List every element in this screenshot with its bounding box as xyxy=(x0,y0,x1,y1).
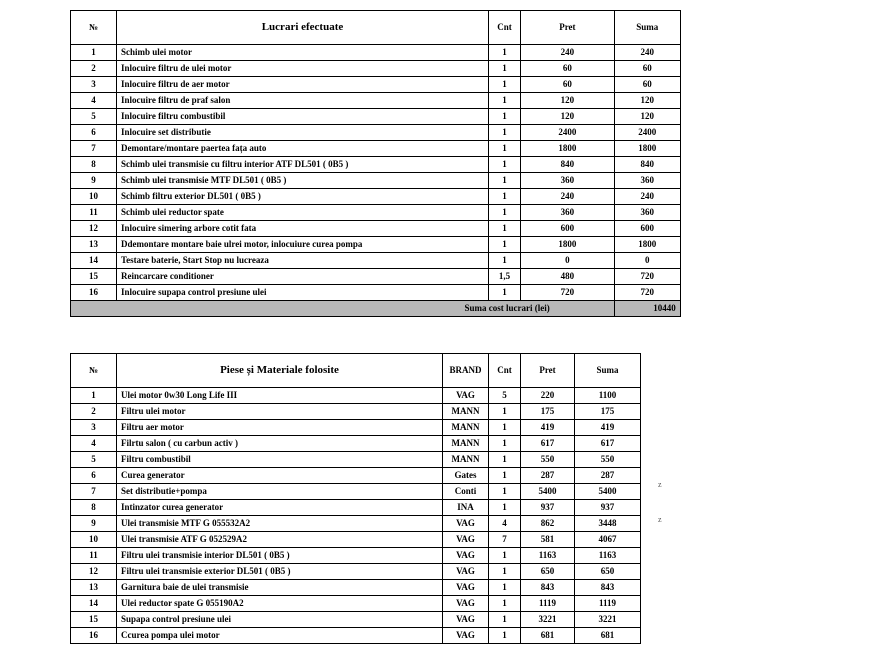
cell-sum: 240 xyxy=(614,189,680,205)
table-row xyxy=(71,564,641,580)
cell-price: 2400 xyxy=(521,125,615,141)
works-total-row xyxy=(71,301,681,317)
cell-desc: Reincarcare conditioner xyxy=(117,269,489,285)
table-row xyxy=(71,516,641,532)
cell-sum: 843 xyxy=(575,580,641,596)
cell-desc: Set distributie+pompa xyxy=(117,484,443,500)
table-row xyxy=(71,237,681,253)
works-total-filler xyxy=(71,301,521,317)
cell-qty: 4 xyxy=(489,516,521,532)
cell-brand: Gates xyxy=(443,468,489,484)
cell-desc: Filtru combustibil xyxy=(117,452,443,468)
cell-qty: 1 xyxy=(489,285,521,301)
cell-qty: 1 xyxy=(489,77,521,93)
cell-sum: 2400 xyxy=(614,125,680,141)
table-row xyxy=(71,189,681,205)
parts-header-nr: № xyxy=(71,354,117,388)
cell-sum: 60 xyxy=(614,61,680,77)
cell-nr: 6 xyxy=(71,468,117,484)
cell-price: 617 xyxy=(521,436,575,452)
works-header-sum: Suma xyxy=(614,11,680,45)
cell-price: 360 xyxy=(521,173,615,189)
cell-price: 120 xyxy=(521,93,615,109)
cell-nr: 9 xyxy=(71,516,117,532)
cell-nr: 13 xyxy=(71,237,117,253)
cell-qty: 1,5 xyxy=(489,269,521,285)
cell-nr: 15 xyxy=(71,269,117,285)
cell-qty: 1 xyxy=(489,157,521,173)
cell-brand: VAG xyxy=(443,596,489,612)
cell-brand: VAG xyxy=(443,388,489,404)
cell-price: 720 xyxy=(521,285,615,301)
table-row xyxy=(71,596,641,612)
cell-sum: 1100 xyxy=(575,388,641,404)
cell-desc: Ddemontare montare baie ulrei motor, inlocuiure curea pompa xyxy=(117,237,489,253)
cell-qty: 5 xyxy=(489,388,521,404)
cell-sum: 1163 xyxy=(575,548,641,564)
cell-sum: 287 xyxy=(575,468,641,484)
cell-qty: 1 xyxy=(489,141,521,157)
cell-nr: 11 xyxy=(71,548,117,564)
table-row xyxy=(71,253,681,269)
cell-sum: 175 xyxy=(575,404,641,420)
table-row xyxy=(71,388,641,404)
cell-sum: 5400 xyxy=(575,484,641,500)
cell-sum: 1800 xyxy=(614,237,680,253)
cell-sum: 600 xyxy=(614,221,680,237)
cell-brand: VAG xyxy=(443,580,489,596)
cell-price: 1119 xyxy=(521,596,575,612)
works-total-label-text: Suma cost lucrari (lei) xyxy=(464,303,550,313)
cell-desc: Inlocuire filtru de aer motor xyxy=(117,77,489,93)
cell-nr: 3 xyxy=(71,77,117,93)
table-row xyxy=(71,61,681,77)
cell-sum: 720 xyxy=(614,285,680,301)
cell-sum: 120 xyxy=(614,93,680,109)
cell-qty: 1 xyxy=(489,612,521,628)
cell-price: 240 xyxy=(521,189,615,205)
cell-desc: Schimb ulei transmisie MTF DL501 ( 0B5 ) xyxy=(117,173,489,189)
cell-desc: Ccurea pompa ulei motor xyxy=(117,628,443,644)
cell-price: 840 xyxy=(521,157,615,173)
table-row xyxy=(71,77,681,93)
cell-desc: Schimb filtru exterior DL501 ( 0B5 ) xyxy=(117,189,489,205)
table-row xyxy=(71,404,641,420)
margin-mark: z xyxy=(658,480,662,489)
cell-desc: Inlocuire supapa control presiune ulei xyxy=(117,285,489,301)
cell-nr: 11 xyxy=(71,205,117,221)
cell-nr: 12 xyxy=(71,564,117,580)
cell-price: 581 xyxy=(521,532,575,548)
cell-nr: 8 xyxy=(71,500,117,516)
cell-nr: 7 xyxy=(71,141,117,157)
cell-price: 60 xyxy=(521,61,615,77)
cell-desc: Curea generator xyxy=(117,468,443,484)
table-row xyxy=(71,484,641,500)
cell-price: 360 xyxy=(521,205,615,221)
cell-nr: 9 xyxy=(71,173,117,189)
table-row xyxy=(71,436,641,452)
table-row xyxy=(71,468,641,484)
works-total-label xyxy=(464,301,615,317)
cell-brand: MANN xyxy=(443,452,489,468)
cell-price: 0 xyxy=(521,253,615,269)
works-header-qty: Cnt xyxy=(489,11,521,45)
cell-sum: 650 xyxy=(575,564,641,580)
cell-nr: 4 xyxy=(71,93,117,109)
table-row xyxy=(71,141,681,157)
table-row xyxy=(71,420,641,436)
cell-price: 600 xyxy=(521,221,615,237)
parts-header-desc: Piese și Materiale folosite xyxy=(117,354,443,388)
cell-desc: Demontare/montare paertea fața auto xyxy=(117,141,489,157)
table-row xyxy=(71,125,681,141)
cell-qty: 1 xyxy=(489,221,521,237)
cell-desc: Filtru ulei motor xyxy=(117,404,443,420)
cell-nr: 2 xyxy=(71,404,117,420)
cell-qty: 1 xyxy=(489,420,521,436)
cell-nr: 4 xyxy=(71,436,117,452)
cell-qty: 1 xyxy=(489,189,521,205)
cell-brand: INA xyxy=(443,500,489,516)
table-row xyxy=(71,269,681,285)
table-row xyxy=(71,548,641,564)
cell-desc: Schimb ulei transmisie cu filtru interior ATF DL501 ( 0B5 ) xyxy=(117,157,489,173)
cell-qty: 1 xyxy=(489,253,521,269)
cell-nr: 16 xyxy=(71,285,117,301)
cell-nr: 3 xyxy=(71,420,117,436)
cell-brand: VAG xyxy=(443,612,489,628)
cell-price: 681 xyxy=(521,628,575,644)
cell-qty: 7 xyxy=(489,532,521,548)
cell-desc: Ulei transmisie MTF G 055532A2 xyxy=(117,516,443,532)
cell-qty: 1 xyxy=(489,61,521,77)
cell-sum: 720 xyxy=(614,269,680,285)
cell-brand: MANN xyxy=(443,436,489,452)
cell-desc: Inlocuire set distributie xyxy=(117,125,489,141)
cell-sum: 0 xyxy=(614,253,680,269)
cell-qty: 1 xyxy=(489,596,521,612)
cell-nr: 1 xyxy=(71,45,117,61)
cell-desc: Filrtu salon ( cu carbun activ ) xyxy=(117,436,443,452)
cell-brand: MANN xyxy=(443,420,489,436)
cell-qty: 1 xyxy=(489,173,521,189)
table-row xyxy=(71,532,641,548)
cell-price: 5400 xyxy=(521,484,575,500)
cell-nr: 15 xyxy=(71,612,117,628)
cell-brand: MANN xyxy=(443,404,489,420)
cell-price: 240 xyxy=(521,45,615,61)
cell-brand: VAG xyxy=(443,628,489,644)
cell-sum: 617 xyxy=(575,436,641,452)
cell-desc: Filtru ulei transmisie interior DL501 ( 0B5 ) xyxy=(117,548,443,564)
cell-price: 220 xyxy=(521,388,575,404)
cell-sum: 937 xyxy=(575,500,641,516)
cell-desc: Ulei motor 0w30 Long Life III xyxy=(117,388,443,404)
cell-sum: 840 xyxy=(614,157,680,173)
cell-sum: 3221 xyxy=(575,612,641,628)
cell-nr: 12 xyxy=(71,221,117,237)
cell-price: 60 xyxy=(521,77,615,93)
cell-qty: 1 xyxy=(489,548,521,564)
cell-nr: 8 xyxy=(71,157,117,173)
table-row xyxy=(71,205,681,221)
parts-table xyxy=(70,353,641,644)
cell-price: 480 xyxy=(521,269,615,285)
cell-sum: 1800 xyxy=(614,141,680,157)
cell-desc: Ulei transmisie ATF G 052529A2 xyxy=(117,532,443,548)
cell-brand: VAG xyxy=(443,532,489,548)
cell-desc: Testare baterie, Start Stop nu lucreaza xyxy=(117,253,489,269)
cell-qty: 1 xyxy=(489,452,521,468)
table-row xyxy=(71,173,681,189)
table-row xyxy=(71,109,681,125)
table-row xyxy=(71,452,641,468)
cell-sum: 3448 xyxy=(575,516,641,532)
cell-price: 1163 xyxy=(521,548,575,564)
works-header-nr: № xyxy=(71,11,117,45)
cell-sum: 360 xyxy=(614,205,680,221)
cell-qty: 1 xyxy=(489,436,521,452)
cell-desc: Ulei reductor spate G 055190A2 xyxy=(117,596,443,612)
table-row xyxy=(71,93,681,109)
table-row xyxy=(71,628,641,644)
cell-nr: 14 xyxy=(71,253,117,269)
cell-price: 1800 xyxy=(521,141,615,157)
cell-nr: 14 xyxy=(71,596,117,612)
cell-price: 843 xyxy=(521,580,575,596)
parts-table-body xyxy=(71,388,641,644)
table-row xyxy=(71,157,681,173)
parts-header-price: Pret xyxy=(521,354,575,388)
cell-qty: 1 xyxy=(489,109,521,125)
cell-desc: Schimb ulei motor xyxy=(117,45,489,61)
cell-qty: 1 xyxy=(489,484,521,500)
cell-nr: 1 xyxy=(71,388,117,404)
cell-desc: Filtru ulei transmisie exterior DL501 ( 0B5 ) xyxy=(117,564,443,580)
cell-qty: 1 xyxy=(489,93,521,109)
cell-price: 287 xyxy=(521,468,575,484)
cell-desc: Garnitura baie de ulei transmisie xyxy=(117,580,443,596)
table-row xyxy=(71,500,641,516)
cell-qty: 1 xyxy=(489,205,521,221)
cell-nr: 5 xyxy=(71,109,117,125)
cell-sum: 681 xyxy=(575,628,641,644)
cell-qty: 1 xyxy=(489,45,521,61)
cell-desc: Intinzator curea generator xyxy=(117,500,443,516)
cell-price: 419 xyxy=(521,420,575,436)
cell-sum: 60 xyxy=(614,77,680,93)
cell-price: 550 xyxy=(521,452,575,468)
cell-sum: 550 xyxy=(575,452,641,468)
parts-header-brand: BRAND xyxy=(443,354,489,388)
cell-qty: 1 xyxy=(489,468,521,484)
works-total-value: 10440 xyxy=(614,301,680,317)
table-row xyxy=(71,221,681,237)
works-table xyxy=(70,10,681,317)
cell-nr: 2 xyxy=(71,61,117,77)
works-header-desc: Lucrari efectuate xyxy=(117,11,489,45)
works-table-body xyxy=(71,45,681,301)
cell-desc: Inlocuire filtru combustibil xyxy=(117,109,489,125)
cell-brand: VAG xyxy=(443,564,489,580)
cell-price: 937 xyxy=(521,500,575,516)
parts-header-sum: Suma xyxy=(575,354,641,388)
cell-qty: 1 xyxy=(489,564,521,580)
cell-brand: VAG xyxy=(443,548,489,564)
table-row xyxy=(71,285,681,301)
cell-desc: Inlocuire simering arbore cotit fata xyxy=(117,221,489,237)
cell-price: 1800 xyxy=(521,237,615,253)
cell-nr: 5 xyxy=(71,452,117,468)
cell-desc: Filtru aer motor xyxy=(117,420,443,436)
margin-mark: z xyxy=(658,515,662,524)
cell-brand: Conti xyxy=(443,484,489,500)
cell-nr: 10 xyxy=(71,532,117,548)
cell-nr: 13 xyxy=(71,580,117,596)
cell-qty: 1 xyxy=(489,580,521,596)
table-row xyxy=(71,580,641,596)
cell-price: 3221 xyxy=(521,612,575,628)
cell-price: 120 xyxy=(521,109,615,125)
table-row xyxy=(71,45,681,61)
cell-sum: 360 xyxy=(614,173,680,189)
cell-desc: Supapa control presiune ulei xyxy=(117,612,443,628)
parts-header-qty: Cnt xyxy=(489,354,521,388)
works-header-price: Pret xyxy=(521,11,615,45)
cell-sum: 1119 xyxy=(575,596,641,612)
cell-qty: 1 xyxy=(489,237,521,253)
cell-nr: 7 xyxy=(71,484,117,500)
cell-price: 175 xyxy=(521,404,575,420)
cell-desc: Inlocuire filtru de praf salon xyxy=(117,93,489,109)
cell-sum: 120 xyxy=(614,109,680,125)
cell-brand: VAG xyxy=(443,516,489,532)
cell-desc: Schimb ulei reductor spate xyxy=(117,205,489,221)
cell-qty: 1 xyxy=(489,125,521,141)
cell-qty: 1 xyxy=(489,628,521,644)
cell-nr: 6 xyxy=(71,125,117,141)
cell-qty: 1 xyxy=(489,404,521,420)
cell-price: 650 xyxy=(521,564,575,580)
cell-sum: 240 xyxy=(614,45,680,61)
cell-desc: Inlocuire filtru de ulei motor xyxy=(117,61,489,77)
cell-qty: 1 xyxy=(489,500,521,516)
cell-nr: 10 xyxy=(71,189,117,205)
cell-sum: 4067 xyxy=(575,532,641,548)
table-row xyxy=(71,612,641,628)
cell-nr: 16 xyxy=(71,628,117,644)
cell-sum: 419 xyxy=(575,420,641,436)
cell-price: 862 xyxy=(521,516,575,532)
